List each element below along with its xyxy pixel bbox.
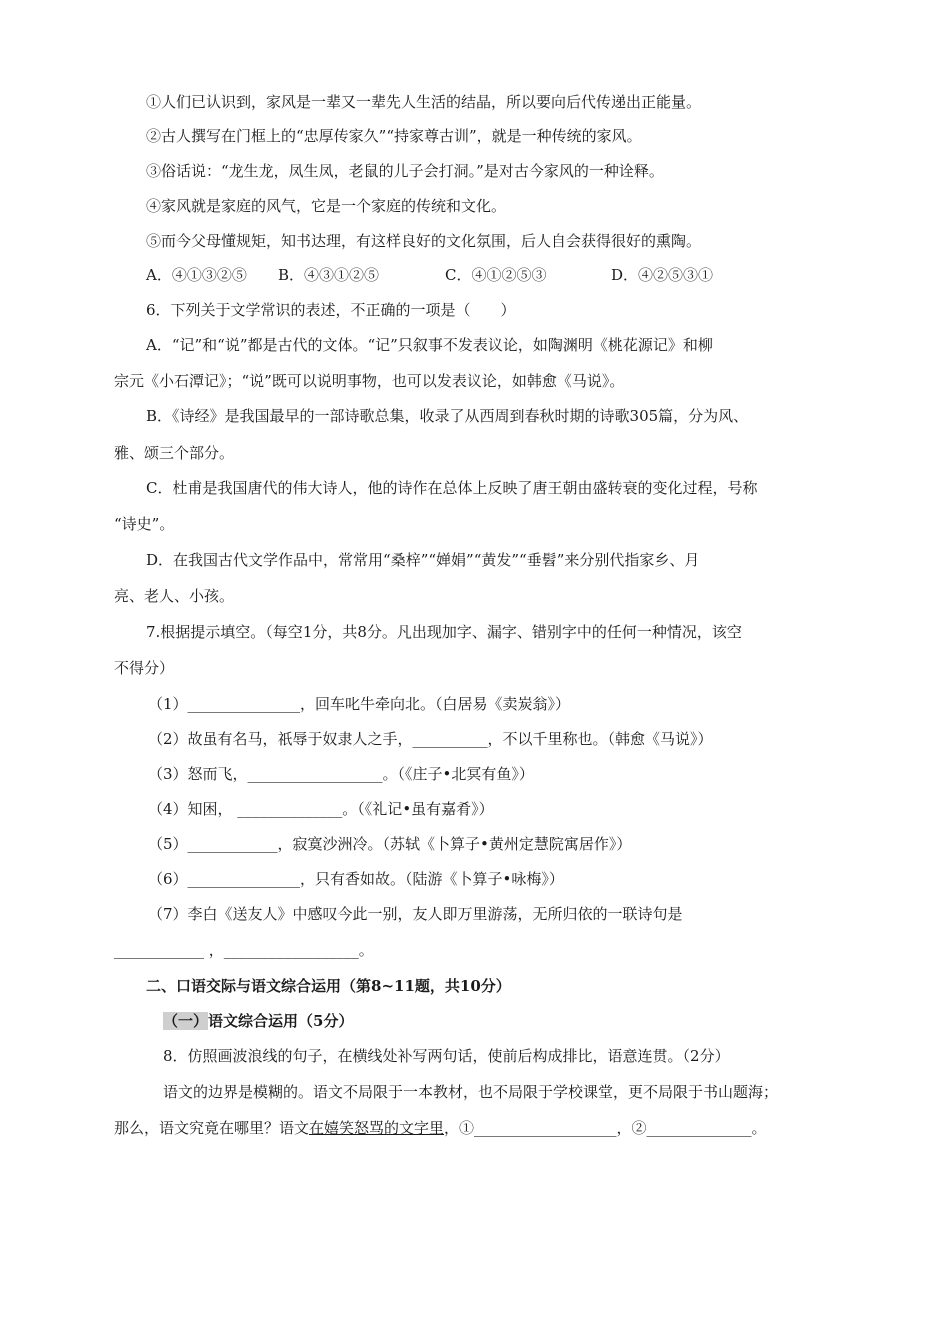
- q7-item-3: （3）怒而飞，__________________。（《庄子•北冥有鱼》）: [148, 765, 534, 783]
- q7-stem-line2: 不得分）: [114, 659, 175, 677]
- q6-option-a-line1: A．“记”和“说”都是古代的文体。“记”只叙事不发表议论，如陶渊明《桃花源记》和柳: [146, 336, 713, 354]
- q6-option-c-line2: “诗史”。: [114, 515, 175, 533]
- q6-option-b-line1: B．《诗经》是我国最早的一部诗歌总集，收录了从西周到春秋时期的诗歌305篇，分为风、: [146, 407, 749, 425]
- q6-option-d-line2: 亮、老人、小孩。: [114, 587, 235, 605]
- q5-option-d: D．④②⑤③①: [611, 266, 714, 284]
- q6-option-c-line1: C．杜甫是我国唐代的伟大诗人，他的诗作在总体上反映了唐王朝由盛转衰的变化过程，号称: [146, 479, 758, 497]
- q8-stem: 8．仿照画波浪线的句子，在横线处补写两句话，使前后构成排比，语意连贯。（2分）: [163, 1047, 730, 1065]
- q5-sentence-4: ④家风就是家庭的风气，它是一个家庭的传统和文化。: [146, 197, 507, 215]
- q5-option-a: A．④①③②⑤: [146, 266, 247, 284]
- q8-passage-line1: 语文的边界是模糊的。语文不局限于一本教材，也不局限于学校课堂，更不局限于书山题海；: [163, 1083, 779, 1101]
- q7-stem-line1: 7.根据提示填空。（每空1分，共8分。凡出现加字、漏字、错别字中的任何一种情况，该空: [146, 623, 742, 641]
- q6-option-a-line2: 宗元《小石潭记》；“说”既可以说明事物，也可以发表议论，如韩愈《马说》。: [114, 372, 625, 390]
- q5-option-b: B．④③①②⑤: [278, 266, 380, 284]
- q6-option-b-line2: 雅、颂三个部分。: [114, 444, 235, 462]
- q7-item-5: （5）____________，寂寞沙洲冷。（苏轼《卜算子•黄州定慧院寓居作》）: [148, 835, 632, 853]
- q5-option-c: C．④①②⑤③: [445, 266, 547, 284]
- section-2-subtitle-highlight: （一）: [163, 1012, 209, 1030]
- q5-sentence-3: ③俗话说：“龙生龙，凤生凤，老鼠的儿子会打洞。”是对古今家风的一种诠释。: [146, 162, 664, 180]
- q7-item-2: （2）故虽有名马，祇辱于奴隶人之手，__________，不以千里称也。（韩愈《马说》）: [148, 730, 713, 748]
- q8-wavy-sentence: 在嬉笑怒骂的文字里: [309, 1119, 445, 1137]
- q7-item-4: （4）知困， ______________。（《礼记•虽有嘉肴》）: [148, 800, 494, 818]
- q8-passage-lead: 那么，语文究竟在哪里？语文: [114, 1119, 310, 1137]
- q5-sentence-5: ⑤而今父母懂规矩，知书达理，有这样良好的文化氛围，后人自会获得很好的熏陶。: [146, 232, 702, 250]
- section-2-subtitle-text: 语文综合运用（5分）: [208, 1012, 354, 1030]
- q7-item-7: （7）李白《送友人》中感叹今此一别，友人即万里游荡，无所归依的一联诗句是: [148, 905, 683, 923]
- q8-answer-blanks: ，①___________________，②______________。: [444, 1119, 767, 1137]
- q6-option-d-line1: D．在我国古代文学作品中，常常用“桑梓”“婵娟”“黄发”“垂髫”来分别代指家乡、月: [146, 551, 700, 569]
- section-2-subtitle: [163, 1011, 353, 1031]
- q5-sentence-2: ②古人撰写在门框上的“忠厚传家久”“持家尊古训”，就是一种传统的家风。: [146, 127, 642, 145]
- q7-item-7-blanks: ____________ ，__________________。: [114, 941, 374, 959]
- q5-sentence-1: ①人们已认识到，家风是一辈又一辈先人生活的结晶，所以要向后代传递出正能量。: [146, 93, 702, 111]
- section-2-title: 二、口语交际与语文综合运用（第8~11题，共10分）: [146, 977, 511, 995]
- q8-passage-line2: [114, 1118, 767, 1138]
- q7-item-6: （6）_______________，只有香如故。（陆游《卜算子•咏梅》）: [148, 870, 564, 888]
- q6-stem: 6．下列关于文学常识的表述，不正确的一项是（ ）: [146, 301, 516, 319]
- q7-item-1: （1）_______________，回车叱牛牵向北。（白居易《卖炭翁》）: [148, 695, 571, 713]
